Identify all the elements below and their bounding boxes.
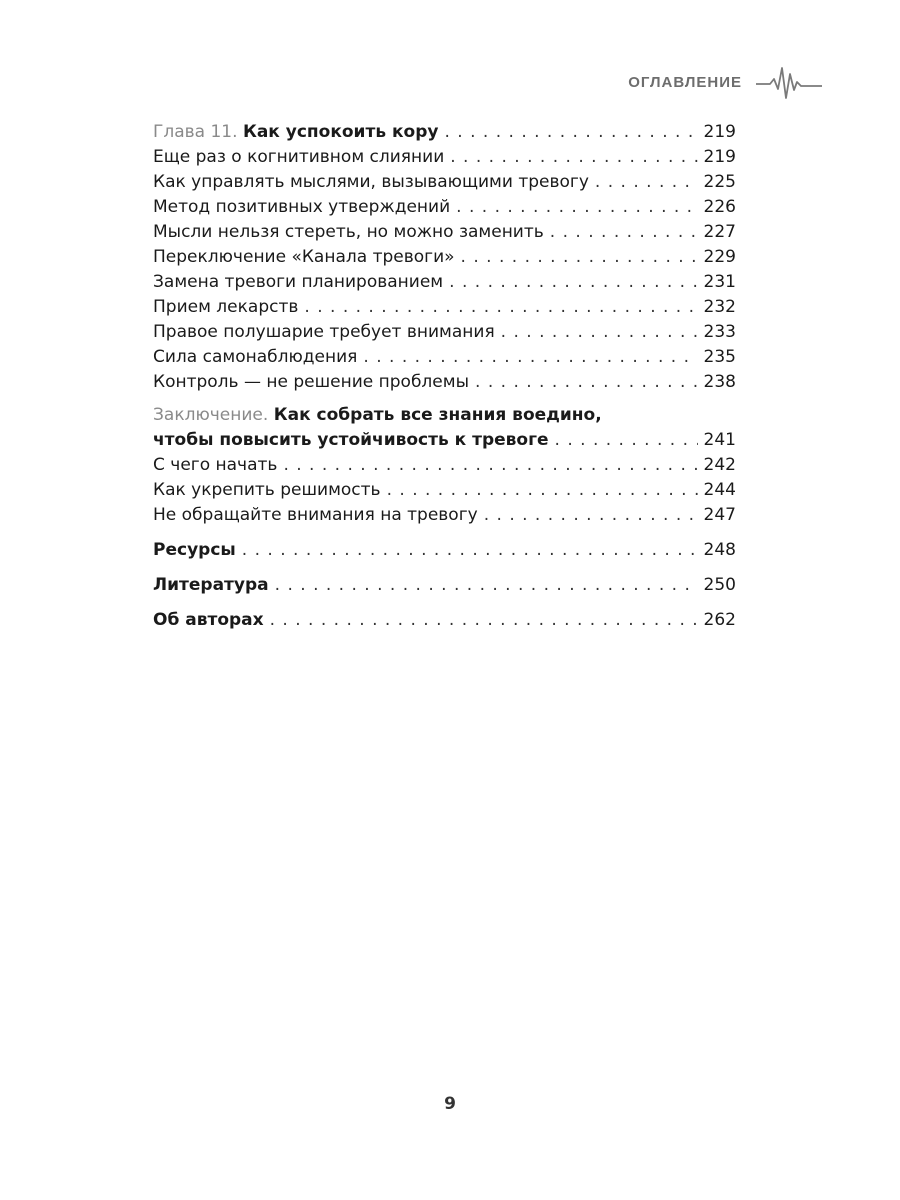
toc-entry[interactable] — [153, 295, 736, 320]
entry-title: С чего начать — [153, 455, 278, 475]
toc-conclusion[interactable] — [153, 428, 736, 453]
leader-dots — [275, 573, 698, 598]
toc-entry[interactable] — [153, 220, 736, 245]
spacer — [153, 563, 736, 573]
section-title: Об авторах — [153, 610, 264, 630]
page-number: 9 — [444, 1094, 456, 1114]
entry-title: Прием лекарств — [153, 297, 299, 317]
leader-dots — [484, 503, 698, 528]
toc-conclusion-heading[interactable] — [153, 403, 736, 428]
toc-entry[interactable] — [153, 170, 736, 195]
leader-dots — [475, 370, 698, 395]
running-header-title: ОГЛАВЛЕНИЕ — [628, 73, 742, 91]
page-ref: 247 — [703, 505, 736, 525]
toc-entry[interactable] — [153, 320, 736, 345]
toc-entry[interactable] — [153, 478, 736, 503]
entry-title: Метод позитивных утверждений — [153, 197, 451, 217]
entry-title: Еще раз о когнитивном слиянии — [153, 147, 445, 167]
page-ref: 219 — [703, 122, 736, 142]
page-ref: 226 — [703, 197, 736, 217]
leader-dots — [450, 145, 697, 170]
toc-entry[interactable] — [153, 503, 736, 528]
table-of-contents — [153, 120, 736, 633]
toc-section-resources[interactable] — [153, 538, 736, 563]
entry-title: Переключение «Канала тревоги» — [153, 247, 455, 267]
page-ref: 235 — [703, 347, 736, 367]
toc-entry[interactable] — [153, 453, 736, 478]
section-title: Литература — [153, 575, 269, 595]
page-ref: 241 — [703, 430, 736, 450]
page-ref: 250 — [703, 575, 736, 595]
page-ref: 248 — [703, 540, 736, 560]
page-ref: 225 — [703, 172, 736, 192]
leader-dots — [449, 270, 697, 295]
leader-dots — [555, 428, 698, 453]
leader-dots — [363, 345, 697, 370]
entry-title: Сила самонаблюдения — [153, 347, 358, 367]
entry-title: Контроль — не решение проблемы — [153, 372, 470, 392]
entry-title: Не обращайте внимания на тревогу — [153, 505, 478, 525]
leader-dots — [304, 295, 697, 320]
page-ref: 219 — [703, 147, 736, 167]
leader-dots — [270, 608, 698, 633]
page-ref: 233 — [703, 322, 736, 342]
chapter-label: Глава 11. — [153, 122, 238, 142]
leader-dots — [550, 220, 698, 245]
section-title: Ресурсы — [153, 540, 236, 560]
leader-dots — [444, 120, 697, 145]
entry-title: Правое полушарие требует внимания — [153, 322, 495, 342]
page-ref: 227 — [703, 222, 736, 242]
conclusion-title-line2: чтобы повысить устойчивость к тревоге — [153, 430, 549, 450]
toc-entry[interactable] — [153, 245, 736, 270]
toc-entry[interactable] — [153, 195, 736, 220]
conclusion-title-line1: Как собрать все знания воедино, — [273, 405, 602, 425]
toc-section-literature[interactable] — [153, 573, 736, 598]
leader-dots — [461, 245, 698, 270]
page-ref: 232 — [703, 297, 736, 317]
toc-entry[interactable] — [153, 345, 736, 370]
entry-title: Как укрепить решимость — [153, 480, 381, 500]
leader-dots — [501, 320, 698, 345]
page-ref: 244 — [703, 480, 736, 500]
spacer — [153, 528, 736, 538]
leader-dots — [387, 478, 698, 503]
page-ref: 229 — [703, 247, 736, 267]
leader-dots — [456, 195, 697, 220]
toc-section-authors[interactable] — [153, 608, 736, 633]
toc-entry[interactable] — [153, 370, 736, 395]
page-ref: 262 — [703, 610, 736, 630]
heartbeat-pulse-icon — [756, 62, 822, 102]
running-header — [628, 62, 822, 102]
leader-dots — [242, 538, 698, 563]
toc-chapter-11[interactable] — [153, 120, 736, 145]
spacer — [153, 395, 736, 403]
conclusion-label: Заключение. — [153, 405, 269, 425]
page-ref: 238 — [703, 372, 736, 392]
page-ref: 242 — [703, 455, 736, 475]
leader-dots — [283, 453, 697, 478]
entry-title: Мысли нельзя стереть, но можно заменить — [153, 222, 544, 242]
leader-dots — [595, 170, 698, 195]
entry-title: Замена тревоги планированием — [153, 272, 444, 292]
spacer — [153, 598, 736, 608]
entry-title: Как управлять мыслями, вызывающими тревогу — [153, 172, 589, 192]
toc-entry[interactable] — [153, 145, 736, 170]
page-ref: 231 — [703, 272, 736, 292]
toc-entry[interactable] — [153, 270, 736, 295]
chapter-title: Как успокоить кору — [242, 122, 439, 142]
